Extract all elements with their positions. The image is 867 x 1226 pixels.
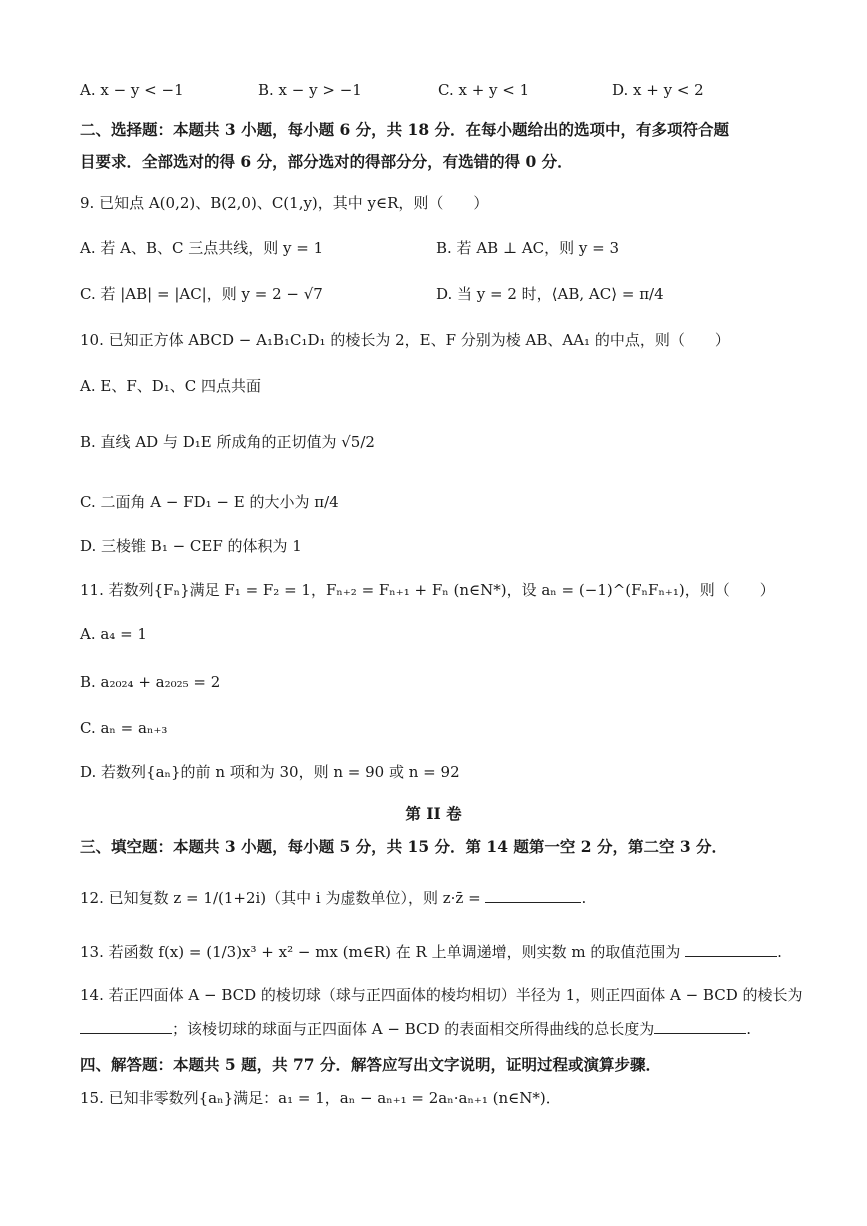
q14-stem-line2-wrap [80,1019,751,1039]
q11-stem: 11. 若数列{Fₙ}满足 F₁ = F₂ = 1，Fₙ₊₂ = Fₙ₊₁ + Fₙ (n∈N*)，设 aₙ = (−1)^(FₙFₙ₊₁)，则（ ） [80,581,775,599]
q10-option-c: C. 二面角 A − FD₁ − E 的大小为 π/4 [80,493,339,511]
section2-heading-line1: 二、选择题：本题共 3 小题，每小题 6 分，共 18 分．在每小题给出的选项中，有多项符合题 [80,120,730,139]
q15-stem: 15. 已知非零数列{aₙ}满足：a₁ = 1，aₙ − aₙ₊₁ = 2aₙ·aₙ₊₁ (n∈N*)． [80,1089,561,1107]
q12-text [80,888,586,908]
q8-option-c: C. x + y < 1 [438,81,530,99]
q10-option-d: D. 三棱锥 B₁ − CEF 的体积为 1 [80,537,302,555]
q11-option-c: C. aₙ = aₙ₊₃ [80,719,168,737]
q10-stem: 10. 已知正方体 ABCD − A₁B₁C₁D₁ 的棱长为 2，E、F 分别为棱 AB、AA₁ 的中点，则（ ） [80,331,730,349]
section2-heading-line2: 目要求．全部选对的得 6 分，部分选对的得部分分，有选错的得 0 分． [80,152,573,171]
q13-period: . [777,943,782,961]
q14-stem-line1: 14. 若正四面体 A − BCD 的棱切球（球与正四面体的棱均相切）半径为 1，则正四面体 A − BCD 的棱长为 [80,986,803,1004]
q9-option-d: D. 当 y = 2 时，⟨AB, AC⟩ = π/4 [436,285,664,303]
q13-answer-blank [685,942,777,957]
q10-option-b: B. 直线 AD 与 D₁E 所成角的正切值为 √5/2 [80,433,375,451]
q14-answer-blank-2 [654,1019,746,1034]
q8-option-d: D. x + y < 2 [612,81,704,99]
q9-option-a: A. 若 A、B、C 三点共线，则 y = 1 [80,239,324,257]
q11-option-d: D. 若数列{aₙ}的前 n 项和为 30，则 n = 90 或 n = 92 [80,763,460,781]
q14-period: . [746,1020,752,1038]
q8-option-b: B. x − y > −1 [258,81,362,99]
q8-option-a: A. x − y < −1 [80,81,184,99]
q9-option-c: C. 若 |AB| = |AC|，则 y = 2 − √7 [80,285,323,303]
section3-heading: 三、填空题：本题共 3 小题，每小题 5 分，共 15 分．第 14 题第一空 2 分，第二空 3 分． [80,837,728,856]
q9-stem: 9. 已知点 A(0,2)、B(2,0)、C(1,y)，其中 y∈R，则（ ） [80,194,489,212]
q12-answer-blank [485,888,581,903]
q14-stem-line2: ；该棱切球的球面与正四面体 A − BCD 的表面相交所得曲线的总长度为 [172,1020,655,1038]
q12-period: . [581,889,587,907]
q13-stem: 13. 若函数 f(x) = (1/3)x³ + x² − mx (m∈R) 在 R 上单调递增，则实数 m 的取值范围为 [80,943,681,961]
part2-title: 第 II 卷 [405,804,462,823]
q11-option-a: A. a₄ = 1 [80,625,147,643]
q9-option-b: B. 若 AB ⊥ AC，则 y = 3 [436,239,620,257]
q10-option-a: A. E、F、D₁、C 四点共面 [80,377,262,395]
section4-heading: 四、解答题：本题共 5 题，共 77 分．解答应写出文字说明，证明过程或演算步骤． [80,1055,661,1074]
q14-answer-blank-1 [80,1019,172,1034]
q13-text [80,942,782,962]
q11-option-b: B. a₂₀₂₄ + a₂₀₂₅ = 2 [80,673,221,691]
q12-stem: 12. 已知复数 z = 1/(1+2i)（其中 i 为虚数单位），则 z·z̄ = [80,889,481,907]
